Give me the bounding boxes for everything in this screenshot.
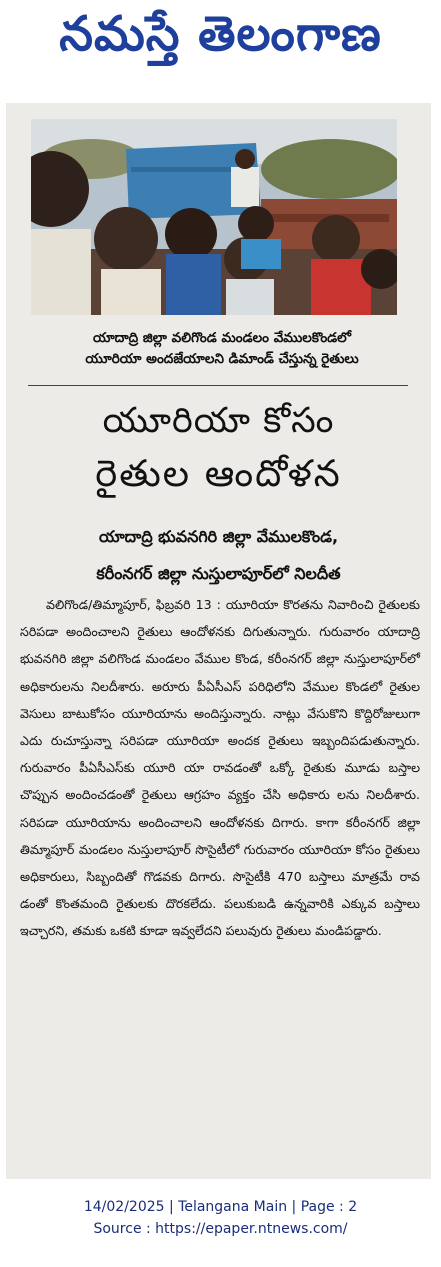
edition-info: 14/02/2025 | Telangana Main | Page : 2 xyxy=(83,1199,358,1215)
masthead-title: నమస్తే తెలంగాణ xyxy=(59,6,382,62)
source-link[interactable]: Source : https://epaper.ntnews.com/ xyxy=(93,1221,348,1237)
masthead xyxy=(0,0,441,80)
article-body: వలిగొండ/తిమ్మాపూర్, ఫిబ్రవరి 13 : యూరియా కొరతను నివారించి రైతులకు సరిపడా అందించాలని రైతులు ఆందోళనకు దిగుతున్నారు. గురువారం యాదాద్రి భువనగిరి జిల్లా వలిగొండ మండలం వేముల కొండ, కరీంనగర్ జిల్లా నుస్తులాపూర్‌లో అధికారులను నిలదీశారు. అరూరు పీఏసీఎస్ పరిధిలోని వేముల కొండలో రైతుల వెసులు బాటుకోసం యూరియాను అందిస్తున్నారు. నాట్లు వేసుకొని కొద్దిరోజులుగా ఎదు రుచూస్తున్నా సరిపడా యూరియా అందక రైతులు ఇబ్బందిపడుతున్నారు. గురువారం పీఏసీఎస్‌కు యూరి యా రావడంతో ఒక్కో రైతుకు మూడు బస్తాల చొప్పున అందించడంతో రైతులు ఆగ్రహం వ్యక్తం చేసి అధికారు లను నిలదీశారు. సరిపడా యూరియాను అందించాలని ఆందోళనకు దిగారు. కాగా కరీంనగర్ జిల్లా తిమ్మాపూర్ మండలం నుస్తులాపూర్ సొసైటీలో గురువారం యూరియా కోసం రైతులు అధికారులు, సిబ్బందితో గొడవకు దిగారు. సొసైటీకి 470 బస్తాలు మాత్రమే రావ డంతో కొంతమంది రైతులకు దొరకలేదు. పలుకుబడి ఉన్నవారికి ఎక్కువ బస్తాలు ఇచ్చారని, తమకు ఒకటి కూడా ఇవ్వలేదని పలువురు రైతులు మండిపడ్డారు. xyxy=(20,597,420,939)
divider xyxy=(28,385,408,386)
subheadline-line: యాదాద్రి భువనగిరి జిల్లా వేములకొండ, xyxy=(98,527,339,546)
headline-line: రైతుల ఆందోళన xyxy=(95,452,342,495)
caption-line: యాదాద్రి జిల్లా వలిగొండ మండలం వేములకొండలో xyxy=(92,330,352,346)
footer xyxy=(0,1196,441,1240)
article-clipping xyxy=(6,103,431,1179)
subheadline-line: కరీంనగర్ జిల్లా నుస్తులాపూర్‌లో నిలదీత xyxy=(96,564,341,583)
caption-line: యూరియా అందజేయాలని డిమాండ్ చేస్తున్న రైతులు xyxy=(85,351,359,367)
photo-caption xyxy=(22,328,422,370)
news-photo xyxy=(31,119,397,315)
headline xyxy=(6,395,431,501)
headline-line: యూరియా కోసం xyxy=(102,401,335,441)
subheadline xyxy=(6,518,431,592)
